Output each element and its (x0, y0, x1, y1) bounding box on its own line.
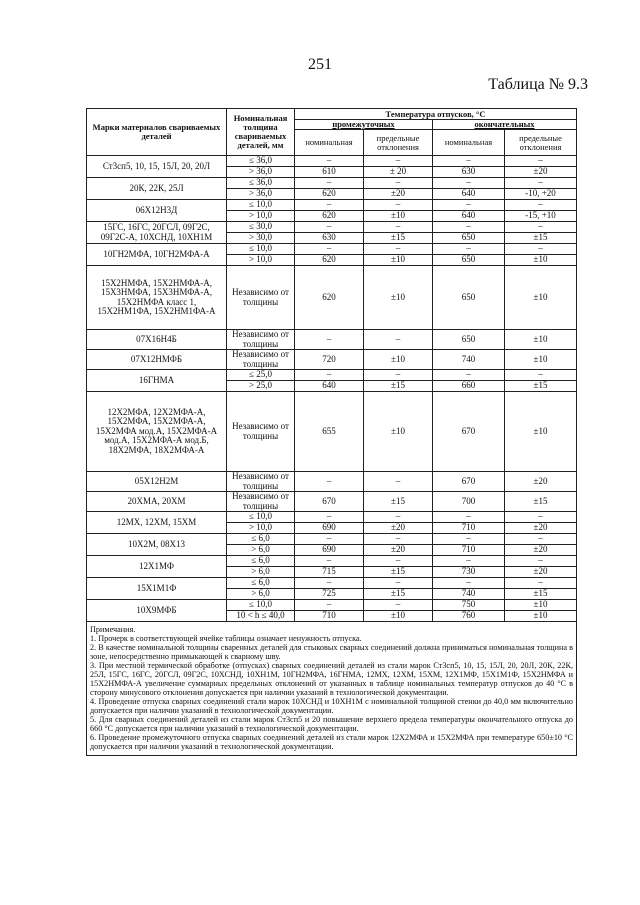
intermediate-deviation-cell: – (364, 222, 433, 233)
intermediate-nominal-cell: 610 (295, 167, 364, 178)
intermediate-deviation-cell: ±15 (364, 233, 433, 244)
thickness-cell: ≤ 30,0 (227, 222, 295, 233)
intermediate-nominal-cell: 620 (295, 255, 364, 266)
thickness-cell: > 30,0 (227, 233, 295, 244)
thickness-cell: ≤ 10,0 (227, 600, 295, 611)
final-nominal-cell: – (433, 556, 505, 567)
final-nominal-cell: 630 (433, 167, 505, 178)
table-row (87, 472, 577, 492)
final-deviation-cell: ±20 (505, 545, 577, 556)
final-deviation-cell: -15, +10 (505, 211, 577, 222)
final-deviation-cell: ±20 (505, 472, 577, 492)
final-nominal-cell: 740 (433, 589, 505, 600)
table-row (87, 266, 577, 330)
note-6: 6. Проведение промежуточного отпуска сварных соединений деталей из стали марок 12Х2МФА и 15Х2МФА при температуре 650±10 °С допускается при наличии указаний в технологической документации. (90, 733, 573, 752)
intermediate-deviation-cell: ±10 (364, 392, 433, 472)
final-deviation-cell: – (505, 222, 577, 233)
intermediate-deviation-cell: – (364, 200, 433, 211)
intermediate-deviation-cell: – (364, 512, 433, 523)
thickness-cell: ≤ 36,0 (227, 178, 295, 189)
final-deviation-cell: ±10 (505, 350, 577, 370)
final-nominal-cell: – (433, 512, 505, 523)
intermediate-nominal-cell: – (295, 370, 364, 381)
thickness-cell: > 6,0 (227, 567, 295, 578)
intermediate-nominal-cell: – (295, 472, 364, 492)
header-thickness: Номинальная толщина свариваемых деталей, мм (227, 109, 295, 156)
table-row (87, 578, 577, 589)
note-2: 2. В качестве номинальной толщины сваренных деталей для стыковых сварных соединений должна приниматься номинальная толщина в зоне, непосредственно примыкающей к сварному шву. (90, 643, 573, 662)
final-nominal-cell: 670 (433, 472, 505, 492)
final-deviation-cell: ±10 (505, 600, 577, 611)
final-deviation-cell: ±20 (505, 567, 577, 578)
intermediate-deviation-cell: ±10 (364, 350, 433, 370)
note-1: 1. Прочерк в соответствующей ячейке таблицы означает ненужность отпуска. (90, 634, 362, 644)
intermediate-nominal-cell: – (295, 156, 364, 167)
intermediate-nominal-cell: – (295, 244, 364, 255)
notes-title: Примечания. (90, 625, 136, 634)
intermediate-deviation-cell: – (364, 370, 433, 381)
thickness-cell: ≤ 6,0 (227, 578, 295, 589)
intermediate-nominal-cell: 690 (295, 545, 364, 556)
thickness-cell: > 36,0 (227, 167, 295, 178)
note-5: 5. Для сварных соединений деталей из стали марок Ст3сп5 и 20 повышение верхнего предела температуры окончательного отпуска до 660 °С допускается при наличии указаний в технологической документации. (90, 715, 573, 734)
table-body (87, 156, 577, 622)
final-deviation-cell: – (505, 156, 577, 167)
final-nominal-cell: 760 (433, 611, 505, 622)
material-cell: 12МХ, 12ХМ, 15ХМ (87, 512, 227, 534)
intermediate-nominal-cell: 620 (295, 211, 364, 222)
material-cell: 20К, 22К, 25Л (87, 178, 227, 200)
intermediate-deviation-cell: ±10 (364, 211, 433, 222)
final-deviation-cell: ±10 (505, 255, 577, 266)
final-deviation-cell: ±10 (505, 330, 577, 350)
final-nominal-cell: – (433, 370, 505, 381)
table-row (87, 512, 577, 523)
table-row (87, 392, 577, 472)
intermediate-nominal-cell: – (295, 330, 364, 350)
final-deviation-cell: – (505, 556, 577, 567)
table-row (87, 330, 577, 350)
table-row (87, 244, 577, 255)
intermediate-deviation-cell: ±10 (364, 255, 433, 266)
intermediate-deviation-cell: – (364, 534, 433, 545)
intermediate-deviation-cell: – (364, 330, 433, 350)
note-4: 4. Проведение отпуска сварных соединений стали марок 10ХСНД и 10ХН1М с номинальной толщиной стенки до 40,0 мм включительно допускается при наличии указаний в технологической документации. (90, 697, 573, 716)
intermediate-nominal-cell: 620 (295, 266, 364, 330)
intermediate-deviation-cell: ±15 (364, 589, 433, 600)
header-intermediate: промежуточных (295, 120, 433, 130)
material-cell: 10Х2М, 08Х13 (87, 534, 227, 556)
material-cell: Ст3сп5, 10, 15, 15Л, 20, 20Л (87, 156, 227, 178)
material-cell: 15Х1М1Ф (87, 578, 227, 600)
thickness-cell: > 6,0 (227, 589, 295, 600)
final-deviation-cell: – (505, 512, 577, 523)
thickness-cell: > 10,0 (227, 255, 295, 266)
final-deviation-cell: ±20 (505, 523, 577, 534)
thickness-cell: Независимо от толщины (227, 492, 295, 512)
intermediate-deviation-cell: ±15 (364, 567, 433, 578)
material-cell: 07Х16Н4Б (87, 330, 227, 350)
final-nominal-cell: 640 (433, 189, 505, 200)
thickness-cell: ≤ 10,0 (227, 512, 295, 523)
final-nominal-cell: 700 (433, 492, 505, 512)
final-nominal-cell: – (433, 200, 505, 211)
intermediate-nominal-cell: – (295, 200, 364, 211)
table-row (87, 492, 577, 512)
final-nominal-cell: 660 (433, 381, 505, 392)
final-nominal-cell: 750 (433, 600, 505, 611)
intermediate-deviation-cell: – (364, 472, 433, 492)
intermediate-deviation-cell: ±15 (364, 492, 433, 512)
intermediate-deviation-cell: – (364, 578, 433, 589)
thickness-cell: ≤ 36,0 (227, 156, 295, 167)
table-row (87, 200, 577, 211)
thickness-cell: > 36,0 (227, 189, 295, 200)
intermediate-nominal-cell: – (295, 600, 364, 611)
final-nominal-cell: 650 (433, 266, 505, 330)
final-nominal-cell: 710 (433, 545, 505, 556)
thickness-cell: > 6,0 (227, 545, 295, 556)
page-number: 251 (308, 56, 332, 73)
intermediate-deviation-cell: ± 20 (364, 167, 433, 178)
intermediate-deviation-cell: – (364, 178, 433, 189)
intermediate-deviation-cell: ±15 (364, 381, 433, 392)
final-deviation-cell: – (505, 178, 577, 189)
final-deviation-cell: ±15 (505, 381, 577, 392)
intermediate-deviation-cell: – (364, 556, 433, 567)
intermediate-nominal-cell: 715 (295, 567, 364, 578)
intermediate-deviation-cell: – (364, 156, 433, 167)
final-deviation-cell: – (505, 244, 577, 255)
table-row (87, 222, 577, 233)
final-deviation-cell: -10, +20 (505, 189, 577, 200)
thickness-cell: ≤ 6,0 (227, 534, 295, 545)
intermediate-nominal-cell: 655 (295, 392, 364, 472)
note-3: 3. При местной термической обработке (отпусках) сварных соединений деталей из стали марок Ст3сп5, 10, 15, 15Л, 20, 20Л, 20К, 22К, 25Л, 15ГС, 16ГС, 20ГСЛ, 09Г2С, 10ХСНД, 10ХН1М, 10ГН2МФА, 16ГНМА, 12МХ, 12ХМ, 15ХМ, 12Х1МФ, 15Х1М1Ф, 15Х2НМФА и 15Х2НМФА-А увеличение суммарных предельных отклонений от указанных в таблице номинальных температур отпусков до 40 °С в сторону минусового отклонения допускается при наличии указаний в технологической документации. (90, 661, 573, 698)
table-row (87, 556, 577, 567)
final-nominal-cell: 670 (433, 392, 505, 472)
temperature-table (86, 108, 577, 756)
intermediate-deviation-cell: ±10 (364, 266, 433, 330)
intermediate-nominal-cell: 720 (295, 350, 364, 370)
intermediate-nominal-cell: – (295, 578, 364, 589)
header-intermediate-nominal: номинальная (295, 130, 364, 156)
material-cell: 10Х9МФБ (87, 600, 227, 622)
intermediate-nominal-cell: 630 (295, 233, 364, 244)
final-deviation-cell: ±20 (505, 167, 577, 178)
final-nominal-cell: – (433, 578, 505, 589)
material-cell: 12Х2МФА, 12Х2МФА-А, 15Х2МФА, 15Х2МФА-А, 15Х2МФА мод.А, 15Х2МФА-А мод.А, 15Х2МФА-А мод.Б, 18Х2МФА, 18Х2МФА-А (87, 392, 227, 472)
table-row (87, 350, 577, 370)
notes-block (87, 622, 577, 756)
intermediate-deviation-cell: ±20 (364, 189, 433, 200)
thickness-cell: ≤ 10,0 (227, 200, 295, 211)
final-nominal-cell: 640 (433, 211, 505, 222)
intermediate-nominal-cell: – (295, 222, 364, 233)
header-intermediate-deviation: предельные отклонения (364, 130, 433, 156)
intermediate-deviation-cell: – (364, 600, 433, 611)
final-nominal-cell: – (433, 534, 505, 545)
final-deviation-cell: – (505, 370, 577, 381)
final-deviation-cell: – (505, 578, 577, 589)
final-nominal-cell: – (433, 178, 505, 189)
thickness-cell: ≤ 6,0 (227, 556, 295, 567)
intermediate-nominal-cell: 725 (295, 589, 364, 600)
intermediate-deviation-cell: ±20 (364, 523, 433, 534)
thickness-cell: Независимо от толщины (227, 330, 295, 350)
final-deviation-cell: – (505, 200, 577, 211)
final-deviation-cell: ±10 (505, 611, 577, 622)
material-cell: 06Х12Н3Д (87, 200, 227, 222)
header-final: окончательных (433, 120, 577, 130)
intermediate-nominal-cell: 690 (295, 523, 364, 534)
thickness-cell: > 10,0 (227, 211, 295, 222)
final-deviation-cell: ±15 (505, 589, 577, 600)
final-nominal-cell: 650 (433, 233, 505, 244)
material-cell: 10ГН2МФА, 10ГН2МФА-А (87, 244, 227, 266)
material-cell: 12Х1МФ (87, 556, 227, 578)
thickness-cell: ≤ 10,0 (227, 244, 295, 255)
table-title: Таблица № 9.3 (488, 76, 588, 93)
final-nominal-cell: – (433, 244, 505, 255)
material-cell: 20ХМА, 20ХМ (87, 492, 227, 512)
thickness-cell: Независимо от толщины (227, 350, 295, 370)
header-final-deviation: предельные отклонения (505, 130, 577, 156)
intermediate-nominal-cell: – (295, 178, 364, 189)
intermediate-nominal-cell: 620 (295, 189, 364, 200)
thickness-cell: 10 < h ≤ 40,0 (227, 611, 295, 622)
table-row (87, 370, 577, 381)
thickness-cell: Независимо от толщины (227, 392, 295, 472)
material-cell: 07Х12НМФБ (87, 350, 227, 370)
intermediate-nominal-cell: – (295, 534, 364, 545)
material-cell: 05Х12Н2М (87, 472, 227, 492)
intermediate-nominal-cell: – (295, 512, 364, 523)
intermediate-deviation-cell: – (364, 244, 433, 255)
intermediate-nominal-cell: 710 (295, 611, 364, 622)
header-temperature: Температура отпусков, °С (295, 109, 577, 120)
intermediate-nominal-cell: – (295, 556, 364, 567)
final-nominal-cell: 650 (433, 330, 505, 350)
material-cell: 15ГС, 16ГС, 20ГСЛ, 09Г2С, 09Г2С-А, 10ХСНД, 10ХН1М (87, 222, 227, 244)
final-nominal-cell: – (433, 156, 505, 167)
final-nominal-cell: – (433, 222, 505, 233)
final-deviation-cell: ±15 (505, 492, 577, 512)
thickness-cell: ≤ 25,0 (227, 370, 295, 381)
final-deviation-cell: ±15 (505, 233, 577, 244)
intermediate-nominal-cell: 670 (295, 492, 364, 512)
table-row (87, 178, 577, 189)
final-nominal-cell: 740 (433, 350, 505, 370)
final-nominal-cell: 730 (433, 567, 505, 578)
final-deviation-cell: ±10 (505, 266, 577, 330)
final-nominal-cell: 710 (433, 523, 505, 534)
header-material: Марки материалов свариваемых деталей (87, 109, 227, 156)
intermediate-deviation-cell: ±10 (364, 611, 433, 622)
thickness-cell: > 10,0 (227, 523, 295, 534)
thickness-cell: Независимо от толщины (227, 472, 295, 492)
table-row (87, 600, 577, 611)
table-row (87, 156, 577, 167)
material-cell: 16ГНМА (87, 370, 227, 392)
final-deviation-cell: – (505, 534, 577, 545)
header-final-nominal: номинальная (433, 130, 505, 156)
final-nominal-cell: 650 (433, 255, 505, 266)
thickness-cell: Независимо от толщины (227, 266, 295, 330)
material-cell: 15Х2НМФА, 15Х2НМФА-А, 15Х3НМФА, 15Х3НМФА-А, 15Х2НМФА класс 1, 15Х2НМ1ФА, 15Х2НМ1ФА-А (87, 266, 227, 330)
intermediate-deviation-cell: ±20 (364, 545, 433, 556)
table-row (87, 534, 577, 545)
thickness-cell: > 25,0 (227, 381, 295, 392)
intermediate-nominal-cell: 640 (295, 381, 364, 392)
final-deviation-cell: ±10 (505, 392, 577, 472)
